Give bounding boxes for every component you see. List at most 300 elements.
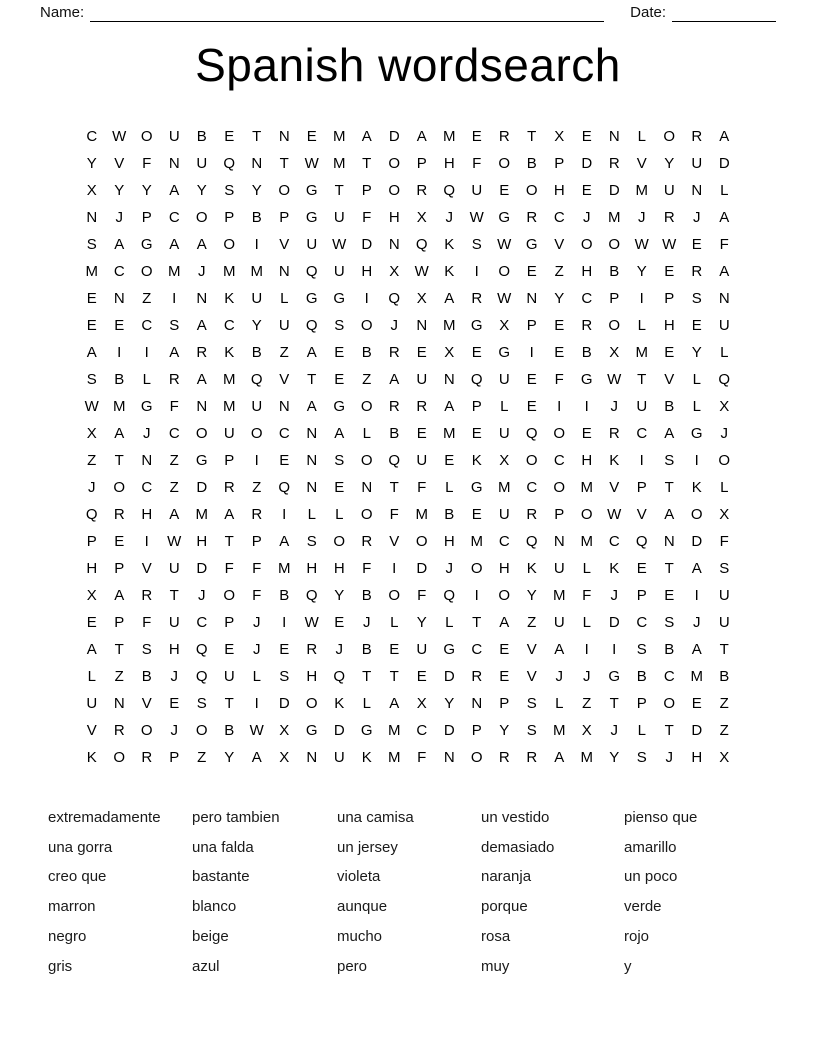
grid-letter: O — [195, 424, 208, 442]
grid-letter: A — [86, 640, 97, 658]
grid-letter: C — [168, 208, 180, 226]
grid-letter: N — [278, 262, 290, 280]
grid-letter: A — [169, 181, 180, 199]
word-item: muy — [481, 957, 510, 975]
grid-letter: U — [333, 748, 345, 766]
grid-letter: P — [141, 208, 152, 226]
word-item: porque — [481, 898, 528, 916]
grid-letter: E — [169, 694, 180, 712]
grid-letter: X — [86, 424, 97, 442]
word-item: beige — [192, 928, 229, 945]
grid-letter: O — [608, 235, 621, 253]
grid-letter: M — [388, 721, 401, 739]
grid-letter: U — [416, 451, 428, 469]
grid-letter: M — [635, 181, 648, 199]
grid-letter: E — [664, 262, 675, 280]
grid-letter: J — [115, 208, 123, 226]
grid-letter: V — [141, 559, 152, 577]
grid-letter: W — [607, 505, 622, 523]
grid-letter: C — [86, 127, 98, 145]
grid-letter: Q — [525, 532, 538, 550]
grid-letter: S — [691, 289, 702, 307]
grid-letter: U — [333, 208, 345, 226]
grid-letter: P — [114, 613, 125, 631]
grid-letter: X — [86, 586, 97, 604]
grid-letter: Q — [718, 370, 731, 388]
grid-letter: H — [443, 154, 455, 172]
grid-letter: M — [333, 154, 346, 172]
grid-letter: X — [416, 694, 427, 712]
grid-letter: N — [361, 478, 373, 496]
grid-letter: B — [114, 370, 125, 388]
grid-letter: Q — [333, 667, 346, 685]
grid-letter: E — [86, 613, 97, 631]
grid-letter: N — [471, 694, 483, 712]
grid-row — [78, 744, 738, 771]
grid-letter: S — [636, 748, 647, 766]
grid-letter: T — [664, 478, 674, 496]
grid-letter: E — [86, 289, 97, 307]
grid-letter: R — [113, 505, 125, 523]
grid-letter: Q — [388, 451, 401, 469]
grid-letter: P — [361, 181, 372, 199]
grid-letter: Q — [195, 640, 208, 658]
grid-letter: Z — [87, 451, 97, 469]
grid-letter: Z — [169, 478, 179, 496]
grid-letter: W — [607, 370, 622, 388]
grid-letter: N — [86, 208, 98, 226]
grid-letter: O — [195, 208, 208, 226]
grid-letter: T — [389, 478, 399, 496]
grid-letter: I — [254, 694, 259, 712]
grid-letter: U — [168, 559, 180, 577]
grid-letter: N — [306, 748, 318, 766]
grid-letter: E — [471, 505, 482, 523]
grid-letter: L — [582, 559, 591, 577]
grid-letter: E — [526, 370, 537, 388]
grid-letter: O — [580, 505, 593, 523]
grid-letter: K — [361, 748, 372, 766]
grid-letter: V — [554, 235, 565, 253]
grid-letter: T — [637, 370, 647, 388]
word-column — [48, 803, 192, 982]
grid-letter: J — [583, 208, 591, 226]
grid-letter: A — [719, 208, 730, 226]
grid-letter: X — [719, 748, 730, 766]
grid-letter: P — [114, 559, 125, 577]
grid-letter: P — [526, 316, 537, 334]
word-item: violeta — [337, 868, 381, 886]
grid-letter: O — [663, 694, 676, 712]
grid-letter: E — [444, 451, 455, 469]
grid-letter: J — [610, 721, 618, 739]
grid-letter: K — [609, 451, 620, 469]
word-column — [192, 803, 337, 982]
word-item: extremadamente — [48, 808, 161, 826]
grid-letter: R — [608, 424, 620, 442]
grid-letter: X — [444, 343, 455, 361]
grid-letter: O — [140, 262, 153, 280]
grid-letter: U — [223, 667, 235, 685]
grid-letter: A — [251, 748, 262, 766]
grid-letter: E — [334, 370, 345, 388]
grid-letter: E — [114, 316, 125, 334]
grid-letter: H — [443, 532, 455, 550]
grid-letter: P — [279, 208, 290, 226]
grid-letter: E — [499, 667, 510, 685]
grid-letter: Z — [114, 667, 124, 685]
grid-letter: G — [443, 640, 456, 658]
grid-letter: J — [88, 478, 96, 496]
grid-letter: P — [499, 694, 510, 712]
grid-letter: V — [609, 478, 620, 496]
grid-letter: J — [720, 424, 728, 442]
grid-letter: D — [388, 127, 400, 145]
grid-letter: T — [362, 154, 372, 172]
grid-letter: G — [333, 397, 346, 415]
grid-letter: R — [498, 748, 510, 766]
grid-letter: H — [581, 451, 593, 469]
grid-letter: P — [224, 208, 235, 226]
grid-letter: C — [553, 208, 565, 226]
grid-letter: X — [86, 181, 97, 199]
grid-letter: P — [169, 748, 180, 766]
grid-letter: C — [416, 721, 428, 739]
grid-letter: R — [526, 505, 538, 523]
grid-letter: U — [471, 181, 483, 199]
grid-letter: E — [334, 478, 345, 496]
grid-letter: M — [443, 127, 456, 145]
grid-letter: J — [583, 667, 591, 685]
grid-letter: X — [554, 127, 565, 145]
grid-letter: R — [196, 343, 208, 361]
grid-letter: H — [361, 262, 373, 280]
grid-letter: N — [443, 748, 455, 766]
grid-letter: A — [691, 559, 702, 577]
grid-letter: A — [664, 505, 675, 523]
grid-letter: U — [718, 613, 730, 631]
grid-letter: K — [334, 694, 345, 712]
grid-letter: T — [664, 559, 674, 577]
grid-letter: Q — [223, 154, 236, 172]
grid-letter: L — [720, 343, 729, 361]
grid-letter: T — [114, 451, 124, 469]
grid-letter: L — [582, 613, 591, 631]
grid-letter: U — [168, 127, 180, 145]
grid-letter: O — [553, 424, 566, 442]
grid-letter: N — [113, 694, 125, 712]
grid-letter: U — [251, 397, 263, 415]
grid-letter: A — [224, 505, 235, 523]
grid-letter: F — [719, 235, 729, 253]
grid-letter: O — [223, 586, 236, 604]
grid-letter: J — [555, 667, 563, 685]
grid-letter: M — [498, 478, 511, 496]
grid-letter: C — [581, 289, 593, 307]
grid-letter: K — [471, 451, 482, 469]
word-item: pero tambien — [192, 808, 280, 826]
grid-letter: U — [416, 370, 428, 388]
grid-letter: A — [196, 370, 207, 388]
grid-letter: Y — [251, 316, 262, 334]
grid-letter: V — [526, 640, 537, 658]
grid-letter: M — [388, 748, 401, 766]
grid-letter: C — [196, 613, 208, 631]
grid-letter: Y — [691, 343, 702, 361]
grid-letter: T — [362, 667, 372, 685]
word-item: verde — [624, 898, 662, 916]
grid-letter: C — [608, 532, 620, 550]
word-item: un poco — [624, 868, 678, 886]
grid-letter: V — [389, 532, 400, 550]
grid-letter: N — [691, 181, 703, 199]
grid-letter: P — [416, 154, 427, 172]
grid-letter: A — [306, 343, 317, 361]
grid-letter: J — [610, 397, 618, 415]
grid-letter: T — [719, 640, 729, 658]
grid-letter: J — [170, 667, 178, 685]
grid-letter: S — [169, 316, 180, 334]
grid-letter: U — [663, 181, 675, 199]
grid-letter: I — [474, 262, 479, 280]
grid-letter: L — [280, 289, 289, 307]
grid-letter: V — [636, 505, 647, 523]
word-item: mucho — [337, 928, 383, 945]
grid-letter: O — [140, 127, 153, 145]
grid-letter: Y — [141, 181, 152, 199]
grid-letter: I — [254, 451, 259, 469]
grid-letter: Q — [250, 370, 263, 388]
page-title: Spanish wordsearch — [195, 39, 621, 91]
grid-letter: U — [498, 370, 510, 388]
grid-letter: Q — [388, 289, 401, 307]
grid-letter: Y — [444, 694, 455, 712]
name-label: Name: — [40, 4, 85, 21]
grid-letter: A — [691, 640, 702, 658]
grid-letter: N — [251, 154, 263, 172]
grid-letter: H — [498, 559, 510, 577]
grid-letter: P — [554, 505, 565, 523]
grid-letter: U — [416, 640, 428, 658]
grid-letter: A — [554, 640, 565, 658]
grid-letter: X — [499, 451, 510, 469]
grid-letter: E — [581, 424, 592, 442]
grid-letter: G — [305, 721, 318, 739]
word-item: blanco — [192, 898, 237, 916]
grid-letter: Z — [197, 748, 207, 766]
grid-letter: N — [663, 532, 675, 550]
grid-letter: D — [416, 559, 428, 577]
grid-letter: E — [279, 640, 290, 658]
grid-letter: B — [361, 640, 372, 658]
grid-letter: O — [498, 154, 511, 172]
grid-letter: M — [195, 505, 208, 523]
grid-letter: M — [553, 586, 566, 604]
grid-letter: I — [694, 451, 699, 469]
grid-letter: E — [224, 127, 235, 145]
grid-letter: M — [85, 262, 98, 280]
grid-letter: Y — [554, 289, 565, 307]
grid-letter: B — [664, 640, 675, 658]
grid-letter: S — [664, 613, 675, 631]
grid-row — [78, 528, 738, 555]
grid-letter: N — [278, 397, 290, 415]
grid-letter: E — [416, 667, 427, 685]
grid-letter: F — [252, 559, 262, 577]
grid-row — [78, 177, 738, 204]
grid-letter: R — [471, 667, 483, 685]
grid-letter: Q — [443, 181, 456, 199]
grid-letter: F — [719, 532, 729, 550]
grid-letter: W — [332, 235, 347, 253]
grid-letter: E — [471, 424, 482, 442]
grid-letter: G — [608, 667, 621, 685]
grid-letter: G — [525, 235, 538, 253]
grid-letter: D — [333, 721, 345, 739]
grid-letter: M — [608, 208, 621, 226]
grid-letter: B — [719, 667, 730, 685]
grid-letter: W — [112, 127, 127, 145]
grid-letter: A — [719, 127, 730, 145]
grid-letter: J — [693, 208, 701, 226]
grid-letter: J — [390, 316, 398, 334]
grid-letter: Q — [470, 370, 483, 388]
grid-letter: M — [223, 262, 236, 280]
word-item: naranja — [481, 868, 532, 886]
grid-letter: O — [498, 262, 511, 280]
grid-letter: T — [472, 613, 482, 631]
grid-letter: S — [224, 181, 235, 199]
grid-letter: D — [443, 667, 455, 685]
grid-letter: H — [333, 559, 345, 577]
grid-letter: N — [306, 478, 318, 496]
grid-letter: G — [333, 289, 346, 307]
grid-letter: C — [471, 640, 483, 658]
grid-letter: T — [169, 586, 179, 604]
grid-letter: E — [389, 640, 400, 658]
grid-letter: I — [529, 343, 534, 361]
grid-letter: G — [498, 343, 511, 361]
grid-letter: A — [334, 424, 345, 442]
word-item: aunque — [337, 898, 388, 916]
grid-letter: R — [608, 154, 620, 172]
word-column — [481, 803, 624, 982]
grid-letter: L — [692, 397, 701, 415]
grid-letter: O — [360, 397, 373, 415]
grid-letter: L — [362, 694, 371, 712]
grid-letter: O — [113, 748, 126, 766]
grid-letter: E — [526, 397, 537, 415]
grid-letter: M — [443, 316, 456, 334]
grid-letter: V — [664, 370, 675, 388]
grid-letter: B — [444, 505, 455, 523]
word-item: una gorra — [48, 838, 113, 856]
grid-letter: F — [472, 154, 482, 172]
grid-letter: A — [389, 370, 400, 388]
grid-letter: L — [335, 505, 344, 523]
grid-row — [78, 312, 738, 339]
grid-letter: A — [114, 586, 125, 604]
grid-letter: S — [526, 694, 537, 712]
grid-letter: M — [690, 667, 703, 685]
grid-letter: T — [252, 127, 262, 145]
grid-row — [78, 609, 738, 636]
grid-letter: E — [471, 343, 482, 361]
grid-letter: E — [691, 235, 702, 253]
grid-letter: B — [389, 424, 400, 442]
grid-letter: X — [279, 721, 290, 739]
grid-letter: E — [416, 343, 427, 361]
grid-letter: R — [141, 748, 153, 766]
grid-letter: A — [114, 424, 125, 442]
grid-letter: A — [279, 532, 290, 550]
grid-letter: B — [664, 397, 675, 415]
grid-letter: B — [609, 262, 620, 280]
grid-letter: K — [526, 559, 537, 577]
grid-letter: H — [553, 181, 565, 199]
grid-letter: X — [719, 505, 730, 523]
grid-letter: A — [86, 343, 97, 361]
grid-letter: E — [416, 424, 427, 442]
grid-letter: Z — [252, 478, 262, 496]
grid-letter: T — [389, 667, 399, 685]
grid-letter: G — [360, 721, 373, 739]
grid-letter: Y — [251, 181, 262, 199]
grid-letter: J — [610, 586, 618, 604]
grid-letter: U — [553, 559, 565, 577]
grid-letter: O — [608, 316, 621, 334]
grid-letter: S — [86, 235, 97, 253]
grid-letter: U — [278, 316, 290, 334]
grid-letter: P — [636, 694, 647, 712]
grid-letter: M — [333, 127, 346, 145]
grid-letter: E — [279, 451, 290, 469]
grid-letter: L — [555, 694, 564, 712]
grid-letter: E — [499, 181, 510, 199]
grid-letter: O — [470, 559, 483, 577]
grid-letter: O — [470, 748, 483, 766]
grid-letter: F — [362, 559, 372, 577]
grid-letter: U — [251, 289, 263, 307]
grid-letter: I — [254, 235, 259, 253]
grid-letter: P — [471, 721, 482, 739]
grid-letter: O — [223, 235, 236, 253]
grid-letter: N — [416, 316, 428, 334]
grid-letter: I — [612, 640, 617, 658]
grid-letter: I — [392, 559, 397, 577]
grid-letter: S — [141, 640, 152, 658]
grid-letter: N — [526, 289, 538, 307]
grid-letter: S — [526, 721, 537, 739]
grid-letter: E — [471, 127, 482, 145]
grid-row — [78, 663, 738, 690]
grid-letter: L — [637, 721, 646, 739]
grid-letter: R — [663, 208, 675, 226]
grid-letter: N — [141, 451, 153, 469]
grid-letter: M — [580, 478, 593, 496]
grid-letter: V — [141, 694, 152, 712]
grid-letter: L — [637, 316, 646, 334]
grid-letter: R — [361, 532, 373, 550]
word-item: una camisa — [337, 808, 414, 826]
grid-letter: L — [307, 505, 316, 523]
grid-letter: C — [526, 478, 538, 496]
grid-letter: X — [416, 208, 427, 226]
grid-letter: Z — [142, 289, 152, 307]
grid-letter: D — [581, 154, 593, 172]
grid-letter: M — [443, 424, 456, 442]
grid-letter: T — [307, 370, 317, 388]
